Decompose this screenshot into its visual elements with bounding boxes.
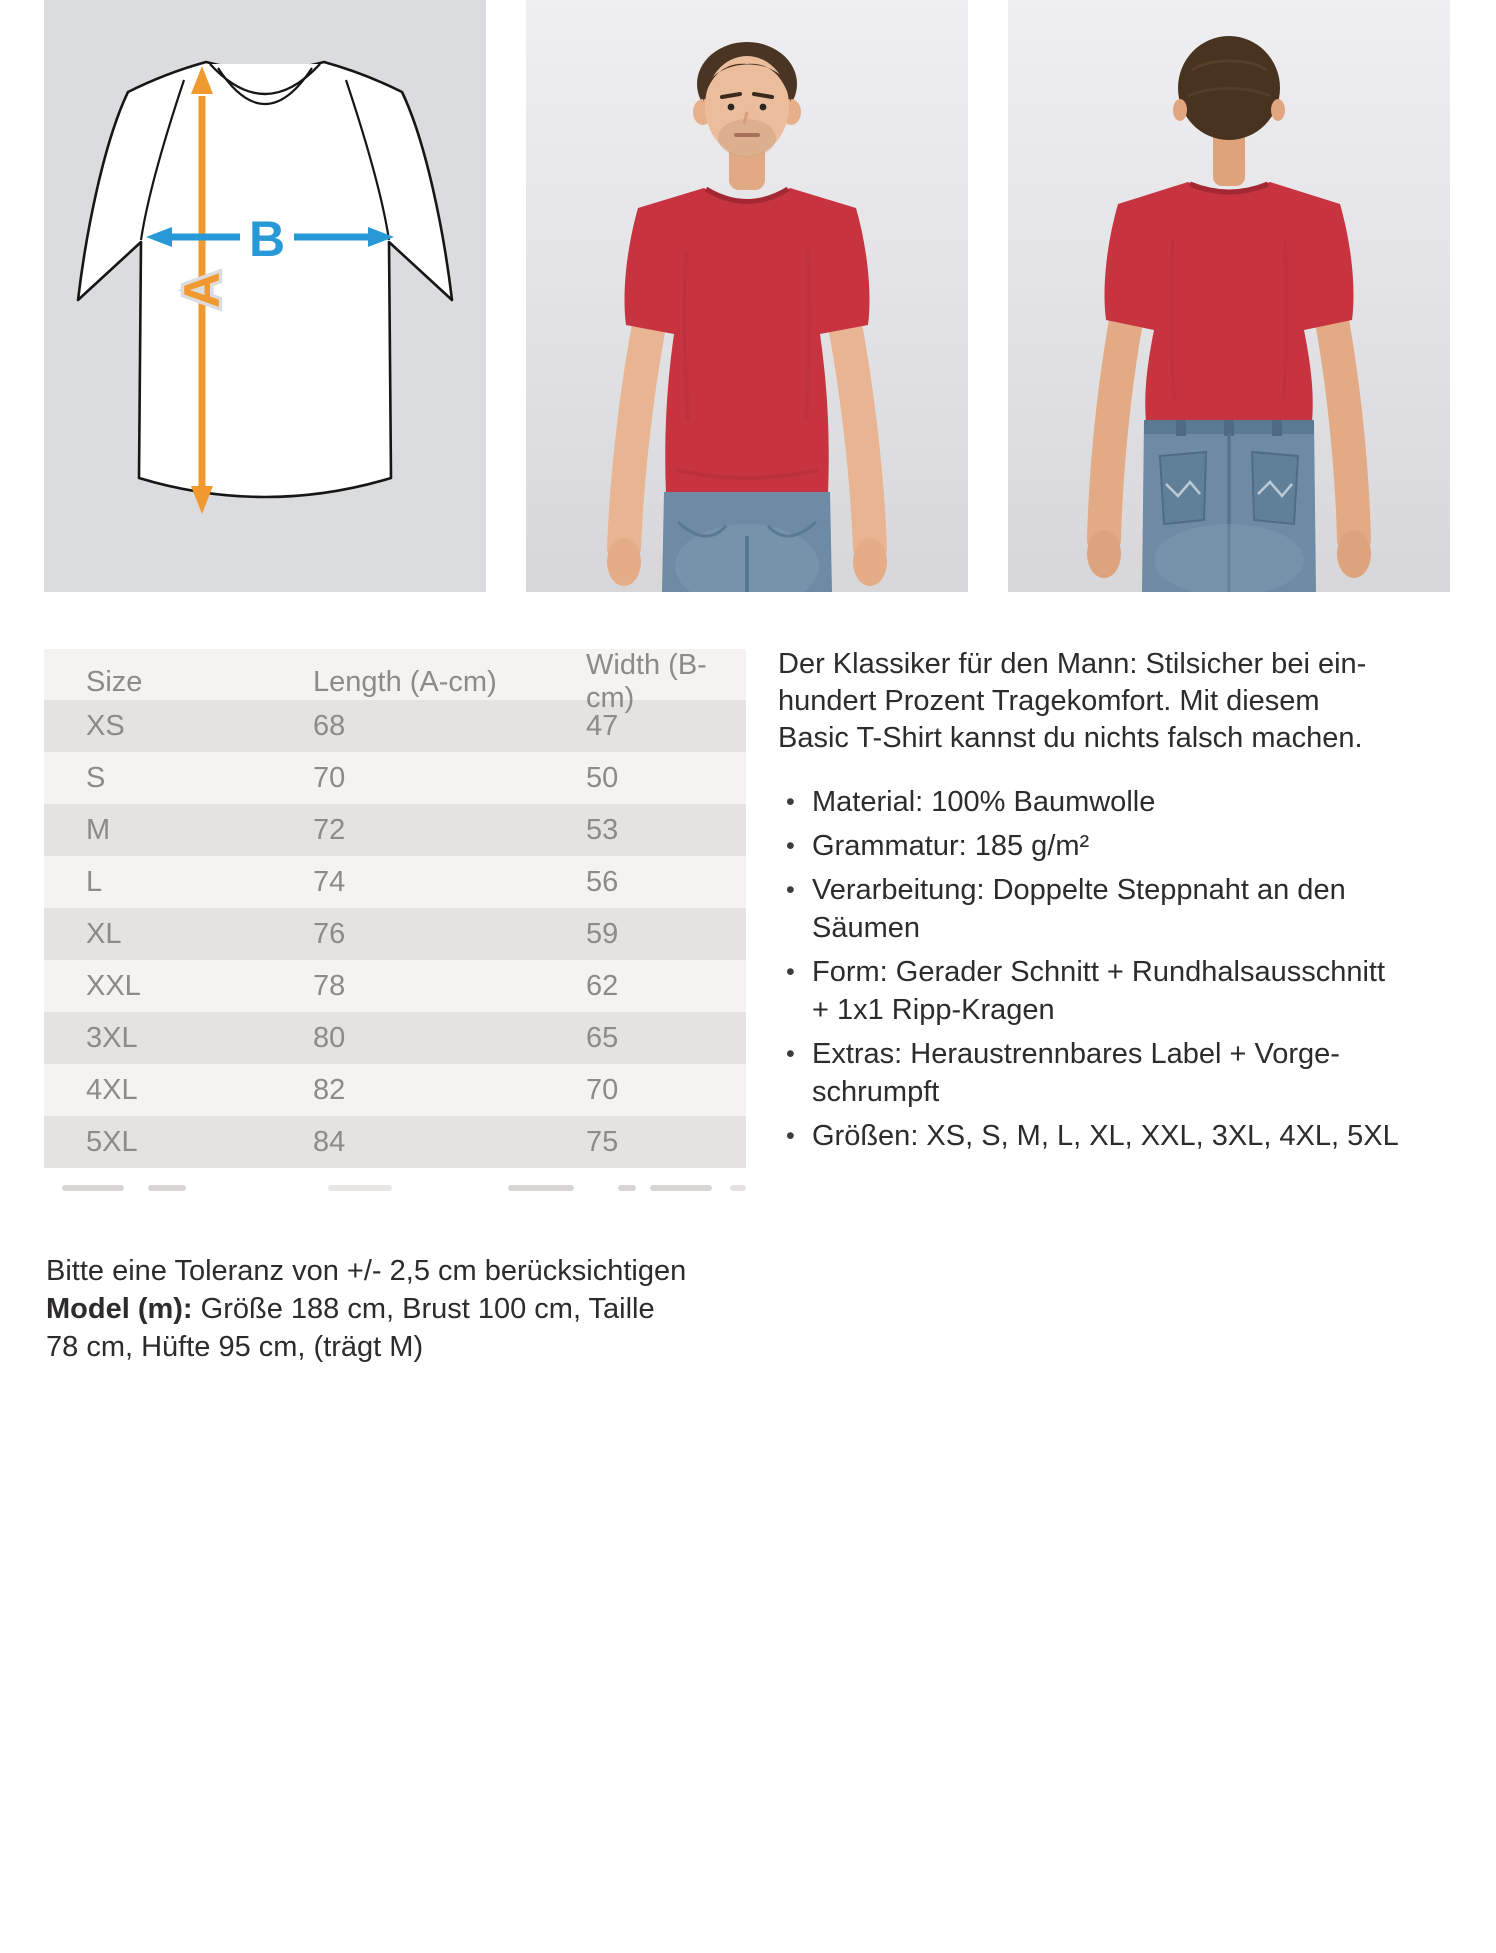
width-measure-label: B: [248, 211, 286, 267]
bullet-icon: •: [786, 876, 795, 904]
column-header-width: Width (B-cm): [586, 649, 707, 714]
model-front-graphic: [526, 0, 968, 592]
column-header-size: Size: [86, 665, 143, 698]
length-cell: 80: [313, 1021, 346, 1054]
cropped-row-remnant: [44, 1184, 746, 1192]
table-row: [44, 1064, 746, 1116]
size-chart-header-row: [44, 649, 746, 714]
feature-bullet-list: [778, 783, 1438, 1155]
size-cell: 4XL: [86, 1073, 138, 1106]
list-item: [778, 871, 1438, 947]
measurement-diagram-graphic: [44, 0, 486, 592]
model-info-label: Model (m):: [46, 1293, 193, 1325]
length-cell: 70: [313, 761, 346, 794]
table-row: [44, 960, 746, 1012]
width-cell: 75: [586, 1125, 619, 1158]
measurement-notes: [46, 1252, 686, 1366]
width-cell: 65: [586, 1021, 619, 1054]
size-cell: M: [86, 813, 111, 846]
table-row: [44, 856, 746, 908]
width-cell: 50: [586, 761, 619, 794]
bullet-icon: •: [786, 1040, 795, 1068]
description-intro: [778, 646, 1438, 757]
bullet-line: Material: 100% Baumwolle: [812, 786, 1156, 818]
width-cell: 70: [586, 1073, 619, 1106]
tolerance-note: Bitte eine Toleranz von +/- 2,5 cm berücksichtigen: [46, 1255, 687, 1287]
bullet-line: + 1x1 Ripp-Kragen: [812, 994, 1055, 1026]
size-cell: XL: [86, 917, 122, 950]
intro-line: Der Klassiker für den Mann: Stilsicher bei ein-: [778, 648, 1367, 680]
tshirt-measurement-diagram: [44, 0, 486, 592]
width-cell: 56: [586, 865, 619, 898]
intro-line: Basic T-Shirt kannst du nichts falsch machen.: [778, 722, 1363, 754]
bullet-icon: •: [786, 958, 795, 986]
list-item: [778, 1035, 1438, 1111]
bullet-line: Extras: Heraustrennbares Label + Vorge-: [812, 1038, 1340, 1070]
table-row: [44, 804, 746, 856]
size-cell: XXL: [86, 969, 141, 1002]
table-row: [44, 1116, 746, 1168]
list-item: [778, 1117, 1438, 1155]
length-cell: 76: [313, 917, 346, 950]
bullet-icon: •: [786, 832, 795, 860]
bullet-line: schrumpft: [812, 1076, 940, 1108]
length-cell: 78: [313, 969, 346, 1002]
length-measure-label: A: [174, 271, 230, 309]
length-cell: 84: [313, 1125, 346, 1158]
model-back-graphic: [1008, 0, 1450, 592]
table-row: [44, 752, 746, 804]
list-item: [778, 827, 1438, 865]
list-item: [778, 953, 1438, 1029]
size-chart-table: [44, 649, 746, 1168]
model-info-line: 78 cm, Hüfte 95 cm, (trägt M): [46, 1331, 424, 1363]
model-info-line: [46, 1290, 686, 1328]
size-cell: 5XL: [86, 1125, 138, 1158]
length-cell: 82: [313, 1073, 346, 1106]
width-cell: 47: [586, 709, 619, 742]
bullet-icon: •: [786, 788, 795, 816]
size-cell: XS: [86, 709, 125, 742]
bullet-line: Form: Gerader Schnitt + Rundhalsausschnitt: [812, 956, 1386, 988]
list-item: [778, 783, 1438, 821]
model-back-photo: [1008, 0, 1450, 592]
size-cell: L: [86, 865, 103, 898]
model-front-photo: [526, 0, 968, 592]
width-cell: 62: [586, 969, 619, 1002]
intro-line: hundert Prozent Tragekomfort. Mit diesem: [778, 685, 1320, 717]
column-header-length: Length (A-cm): [313, 665, 497, 698]
length-cell: 72: [313, 813, 346, 846]
table-row: [44, 1012, 746, 1064]
size-cell: S: [86, 761, 106, 794]
product-description: [778, 646, 1438, 1161]
size-cell: 3XL: [86, 1021, 138, 1054]
bullet-icon: •: [786, 1122, 795, 1150]
table-row: [44, 908, 746, 960]
width-cell: 59: [586, 917, 619, 950]
length-cell: 68: [313, 709, 346, 742]
bullet-line: Säumen: [812, 912, 921, 944]
model-info-text: Größe 188 cm, Brust 100 cm, Taille: [192, 1293, 655, 1325]
width-cell: 53: [586, 813, 619, 846]
bullet-line: Größen: XS, S, M, L, XL, XXL, 3XL, 4XL, 5XL: [812, 1120, 1399, 1152]
length-cell: 74: [313, 865, 346, 898]
bullet-line: Verarbeitung: Doppelte Steppnaht an den: [812, 874, 1346, 906]
bullet-line: Grammatur: 185 g/m²: [812, 830, 1090, 862]
